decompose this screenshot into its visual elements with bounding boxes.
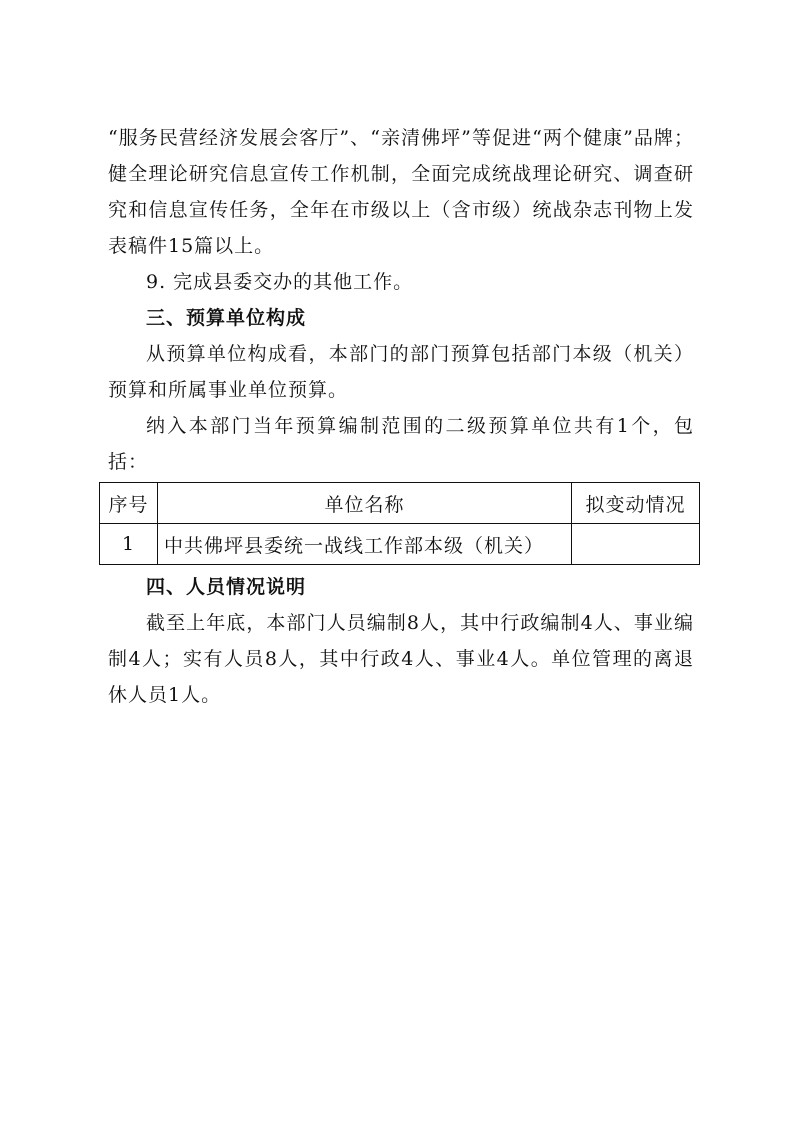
cell-planned-change	[572, 524, 700, 565]
column-header-unit-name: 单位名称	[158, 483, 572, 524]
column-header-planned-change: 拟变动情况	[572, 483, 700, 524]
section-heading-staffing: 四、人员情况说明	[146, 576, 307, 598]
paragraph-staffing: 截至上年底，本部门人员编制8人，其中行政编制4人、事业编制4人；实有人员8人，其中行政4人、事业4人。单位管理的离退休人员1人。	[108, 612, 694, 706]
cell-index: 1	[100, 524, 158, 565]
paragraph-item-9: 9. 完成县委交办的其他工作。	[146, 271, 414, 293]
paragraph-secondary-units: 纳入本部门当年预算编制范围的二级预算单位共有1个，包括：	[108, 415, 694, 473]
table-row	[100, 524, 700, 565]
cell-unit-name: 中共佛坪县委统一战线工作部本级（机关）	[158, 524, 572, 565]
paragraph-budget-composition: 从预算单位构成看，本部门的部门预算包括部门本级（机关）预算和所属事业单位预算。	[108, 343, 694, 401]
budget-units-table	[99, 482, 700, 565]
section-heading-budget-units: 三、预算单位构成	[146, 307, 307, 329]
document-body	[108, 120, 694, 713]
paragraph-united-front-work: “服务民营经济发展会客厅”、“亲清佛坪”等促进“两个健康”品牌；健全理论研究信息宣传工作机制，全面完成统战理论研究、调查研究和信息宣传任务，全年在市级以上（含市级）统战杂志刊物上发表稿件15篇以上。	[108, 127, 694, 257]
table-header-row	[100, 483, 700, 524]
column-header-index: 序号	[100, 483, 158, 524]
